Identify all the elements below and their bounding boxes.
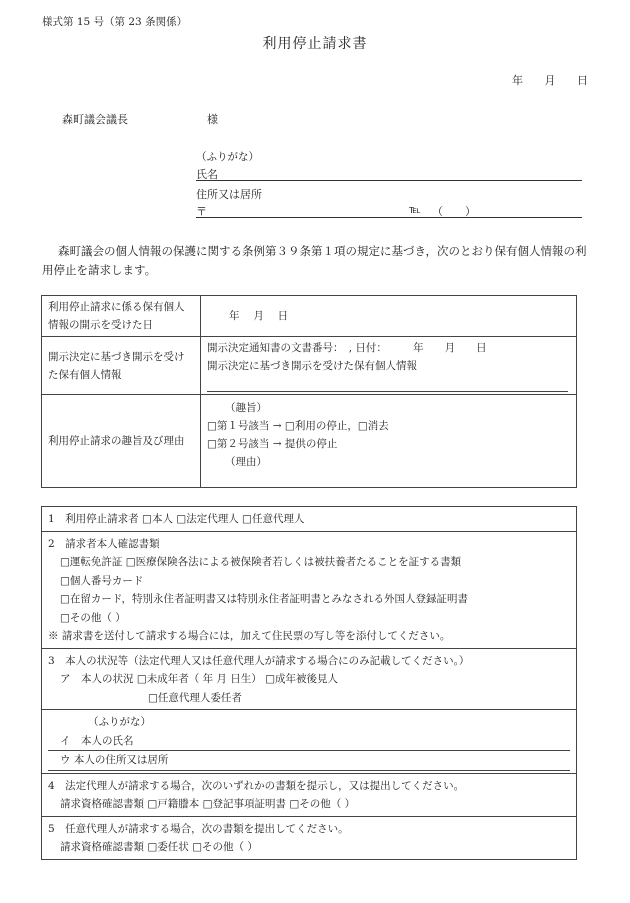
table-row <box>42 395 577 488</box>
applicant-address-field[interactable] <box>196 203 582 218</box>
section-voluntary-representative <box>42 817 576 859</box>
section-principal-identity <box>42 710 576 774</box>
voluntary-rep-title: 5 任意代理人が請求する場合，次の書類を提出してください。 <box>48 822 349 835</box>
legal-rep-document-options[interactable]: 請求資格確認書類 □戸籍謄本 □登記事項証明書 □その他（ ） <box>60 798 356 810</box>
disclosure-date-field[interactable]: 年 月 日 <box>201 296 577 337</box>
reason-label: （理由） <box>225 456 267 468</box>
applicant-name-field[interactable] <box>196 166 582 181</box>
date-day-label: 日 <box>577 74 588 87</box>
document-title: 利用停止請求書 <box>262 36 368 52</box>
table-row <box>42 296 577 337</box>
principal-status-option-delegator[interactable]: □任意代理人委任者 <box>148 691 242 704</box>
principal-status-title: 3 本人の状況等（法定代理人又は任意代理人が請求する場合にのみ記載してください。） <box>48 654 470 667</box>
principal-address-field[interactable] <box>48 751 570 771</box>
legal-rep-title: 4 法定代理人が請求する場合，次のいずれかの書類を提示し，又は提出してください。 <box>48 779 465 792</box>
principal-address-label: ウ 本人の住所又は居所 <box>60 754 169 766</box>
identity-documents-title: 2 請求者本人確認書類 <box>48 537 160 550</box>
gist-option-2[interactable]: □第２号該当 → 提供の停止 <box>207 438 338 450</box>
tel-field[interactable]: （ ） <box>432 205 476 218</box>
gist-option-1[interactable]: □第１号該当 → □利用の停止，□消去 <box>207 420 389 432</box>
applicant-address-label: 住所又は居所 <box>196 188 262 201</box>
date-month-label: 月 <box>544 74 556 87</box>
postal-mark: 〒 <box>196 205 207 218</box>
section-identity-documents <box>42 532 576 649</box>
applicant-name-label: 氏名 <box>196 168 218 181</box>
notice-document-line[interactable]: 開示決定通知書の文書番号： , 日付： 年 月 日 <box>207 342 487 354</box>
request-detail-table <box>41 295 577 488</box>
mailing-note: ※ 請求書を送付して請求する場合には，加えて住民票の写し等を添付してください。 <box>48 630 451 642</box>
requester-type-options[interactable]: 1 利用停止請求者 □本人 □法定代理人 □任意代理人 <box>48 513 305 525</box>
section-requester <box>42 507 576 532</box>
disclosed-info-field[interactable] <box>207 375 568 392</box>
purpose-reason-label: 利用停止請求の趣旨及び理由 <box>42 395 201 488</box>
intro-paragraph: 森町議会の個人情報の保護に関する条例第３９条第１項の規定に基づき，次のとおり保有個人情報の利用停止を請求します。 <box>42 244 587 277</box>
identity-doc-option-4[interactable]: □その他（ ） <box>60 611 126 624</box>
requester-info-box <box>41 506 577 860</box>
disclosed-info-label: 開示決定に基づき開示を受けた保有個人情報 <box>42 337 201 395</box>
disclosed-info-line: 開示決定に基づき開示を受けた保有個人情報 <box>207 360 417 372</box>
applicant-furigana-label: （ふりがな） <box>196 151 259 163</box>
disclosed-info-cell <box>201 337 577 395</box>
identity-doc-option-1[interactable]: □運転免許証 □医療保険各法による被保険者若しくは被扶養者たることを証する書類 <box>60 556 462 568</box>
form-number: 様式第 15 号（第 23 条関係） <box>42 16 188 28</box>
date-year-label: 年 <box>512 74 523 87</box>
table-row <box>42 337 577 395</box>
identity-doc-option-3[interactable]: □在留カード，特別永住者証明書又は特別永住者証明書とみなされる外国人登録証明書 <box>60 593 468 605</box>
voluntary-rep-document-options[interactable]: 請求資格確認書類 □委任状 □その他（ ） <box>60 841 258 853</box>
honorific: 様 <box>207 113 218 126</box>
request-date <box>494 72 588 88</box>
addressee: 森町議会議長 <box>62 113 128 126</box>
principal-furigana-label: （ふりがな） <box>88 716 151 728</box>
purpose-reason-cell <box>201 395 577 488</box>
identity-doc-option-2[interactable]: □個人番号カード <box>60 574 144 587</box>
section-legal-representative <box>42 774 576 817</box>
section-principal-status <box>42 649 576 711</box>
principal-name-field[interactable] <box>48 732 570 752</box>
gist-label: （趣旨） <box>225 402 267 414</box>
tel-label: ℡ <box>409 203 421 216</box>
principal-name-label: イ 本人の氏名 <box>60 734 134 747</box>
disclosure-date-label: 利用停止請求に係る保有個人情報の開示を受けた日 <box>42 296 201 337</box>
principal-status-options[interactable]: ア 本人の状況 □未成年者（ 年 月 日生） □成年被後見人 <box>60 673 339 685</box>
